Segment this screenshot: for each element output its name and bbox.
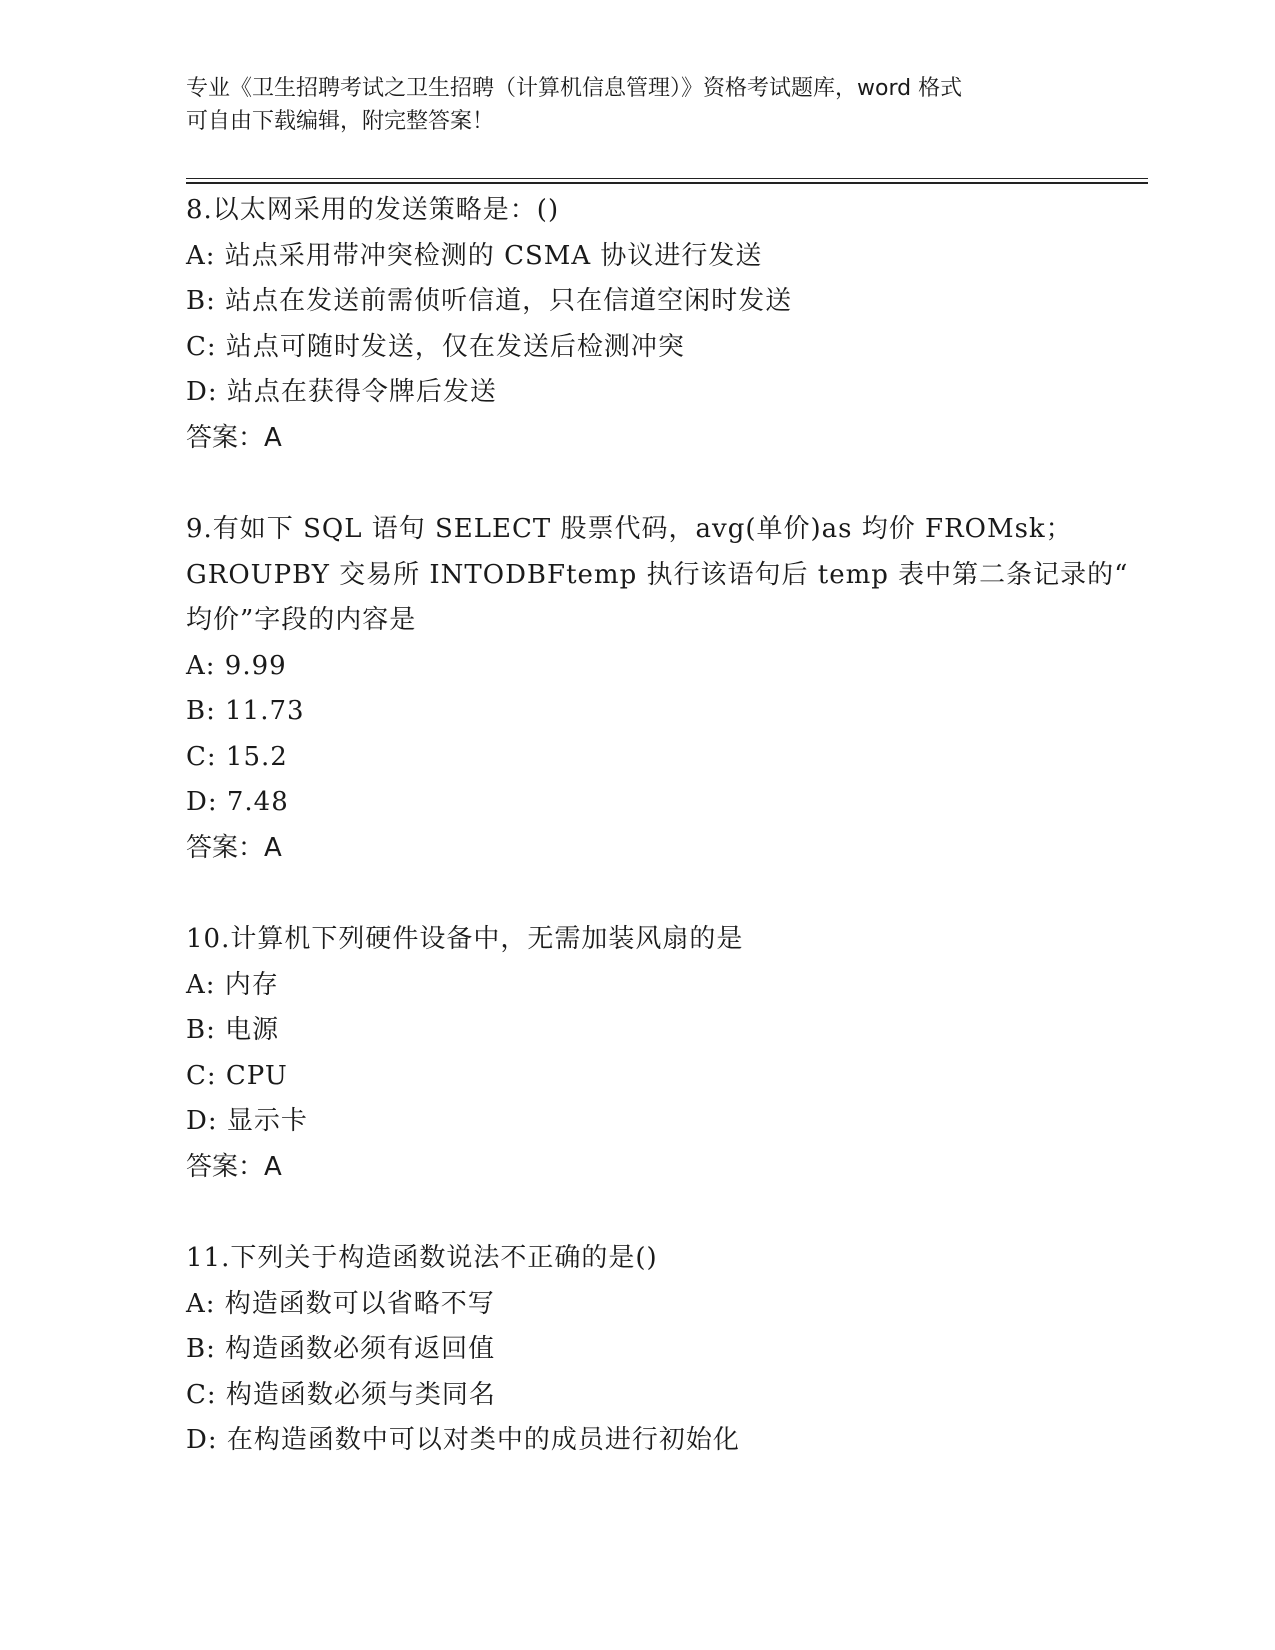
option-b: B: 站点在发送前需侦听信道，只在信道空闲时发送 — [186, 286, 793, 316]
option-a: A: 9.99 — [186, 650, 287, 681]
header-divider-thin — [186, 178, 1148, 179]
question-list — [186, 188, 1146, 1510]
question-stem: 10.计算机下列硬件设备中，无需加装风扇的是 — [186, 924, 744, 954]
option-a: A: 内存 — [186, 969, 279, 1000]
option-d: D: 7.48 — [186, 787, 289, 817]
option-a: A: 构造函数可以省略不写 — [186, 1288, 495, 1319]
option-b: B: 11.73 — [186, 696, 305, 726]
option-b: B: 电源 — [186, 1015, 280, 1045]
option-d: D: 在构造函数中可以对类中的成员进行初始化 — [186, 1425, 740, 1455]
option-b: B: 构造函数必须有返回值 — [186, 1334, 496, 1364]
option-c: C: 站点可随时发送，仅在发送后检测冲突 — [186, 331, 685, 362]
question-stem-line-2: GROUPBY 交易所 INTODBFtemp 执行该语句后 temp 表中第二条记录的“ — [186, 559, 1129, 590]
question-stem-line-3: 均价”字段的内容是 — [186, 605, 417, 635]
header-divider-thick — [186, 182, 1148, 184]
option-c: C: 15.2 — [186, 741, 288, 772]
option-a: A: 站点采用带冲突检测的 CSMA 协议进行发送 — [186, 240, 763, 271]
option-d: D: 站点在获得令牌后发送 — [186, 377, 497, 407]
question-8 — [186, 188, 1146, 461]
header-line-1: 专业《卫生招聘考试之卫生招聘（计算机信息管理）》资格考试题库，word 格式 — [186, 76, 963, 101]
question-11 — [186, 1236, 1146, 1464]
question-9 — [186, 507, 1146, 871]
option-d: D: 显示卡 — [186, 1106, 308, 1136]
question-10 — [186, 917, 1146, 1190]
question-stem-line-1: 9.有如下 SQL 语句 SELECT 股票代码，avg(单价)as 均价 FROMsk； — [186, 514, 1073, 544]
question-stem: 8.以太网采用的发送策略是：() — [186, 195, 560, 225]
document-header — [186, 72, 1086, 138]
question-stem: 11.下列关于构造函数说法不正确的是() — [186, 1243, 658, 1273]
option-c: C: 构造函数必须与类同名 — [186, 1379, 496, 1410]
option-c: C: CPU — [186, 1060, 288, 1091]
answer: 答案：A — [186, 832, 282, 863]
answer: 答案：A — [186, 1151, 282, 1182]
header-line-2: 可自由下载编辑，附完整答案！ — [186, 109, 495, 134]
answer: 答案：A — [186, 422, 282, 453]
